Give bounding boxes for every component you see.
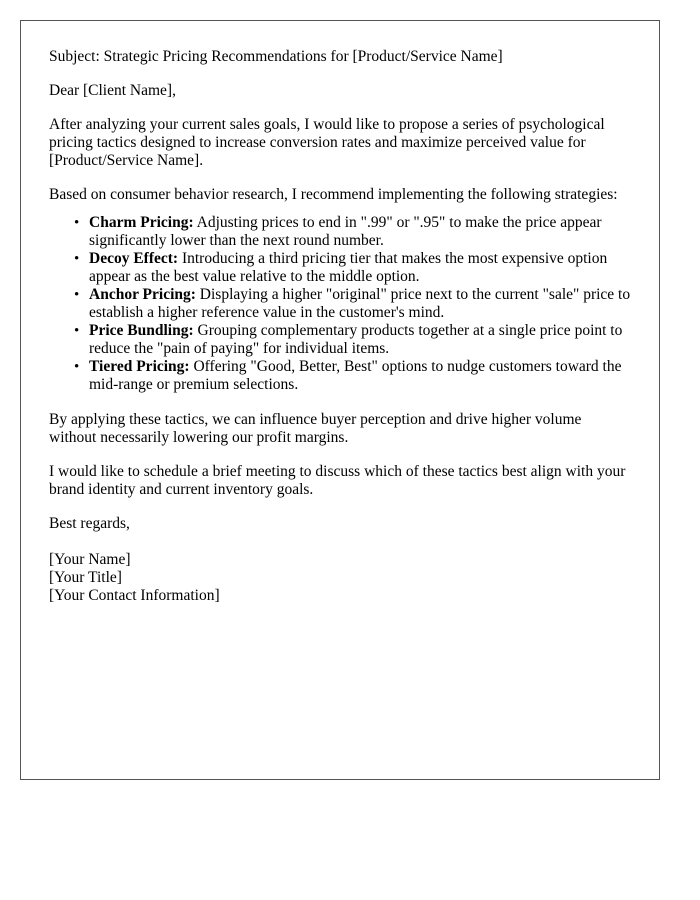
strategy-description: Introducing a third pricing tier that makes the most expensive option appear as the best value relative to the middle option. — [89, 250, 608, 285]
strategy-item-price-bundling — [74, 322, 631, 358]
strategy-description: Adjusting prices to end in ".99" or ".95" to make the price appear significantly lower than the next round number. — [89, 214, 602, 249]
strategy-item-charm-pricing — [74, 214, 631, 250]
strategy-name: Price Bundling: — [89, 322, 194, 339]
strategy-name: Decoy Effect: — [89, 250, 179, 267]
meeting-request-paragraph: I would like to schedule a brief meeting to discuss which of these tactics best align with your brand identity and current inventory goals. — [49, 463, 626, 498]
strategy-item-tiered-pricing — [74, 358, 631, 394]
bullet-icon: • — [74, 287, 80, 303]
bullet-icon: • — [74, 359, 80, 375]
lead-in-paragraph: Based on consumer behavior research, I recommend implementing the following strategies: — [49, 186, 618, 203]
signature-name: [Your Name] — [49, 551, 131, 568]
letter-document — [20, 20, 660, 780]
signature-block — [49, 551, 631, 605]
conclusion-paragraph: By applying these tactics, we can influence buyer perception and drive higher volume without necessarily lowering our profit margins. — [49, 411, 582, 446]
strategy-item-decoy-effect — [74, 250, 631, 286]
strategy-name: Charm Pricing: — [89, 214, 194, 231]
strategy-item-anchor-pricing — [74, 286, 631, 322]
strategy-list — [49, 214, 631, 394]
strategy-description: Displaying a higher "original" price next to the current "sale" price to establish a higher reference value in the customer's mind. — [89, 286, 631, 321]
bullet-icon: • — [74, 323, 80, 339]
strategy-name: Tiered Pricing: — [89, 358, 190, 375]
strategy-description: Offering "Good, Better, Best" options to nudge customers toward the mid-range or premium selections. — [89, 358, 622, 393]
bullet-icon: • — [74, 215, 80, 231]
strategy-description: Grouping complementary products together at a single price point to reduce the "pain of paying" for individual items. — [89, 322, 623, 357]
salutation: Dear [Client Name], — [49, 82, 176, 99]
bullet-icon: • — [74, 251, 80, 267]
subject-line: Subject: Strategic Pricing Recommendations for [Product/Service Name] — [49, 48, 503, 65]
strategy-name: Anchor Pricing: — [89, 286, 196, 303]
closing: Best regards, — [49, 515, 130, 532]
signature-contact: [Your Contact Information] — [49, 587, 220, 604]
intro-paragraph: After analyzing your current sales goals, I would like to propose a series of psychological pricing tactics designed to increase conversion rates and maximize perceived value for [Product/Service Name]. — [49, 116, 605, 169]
signature-title: [Your Title] — [49, 569, 122, 586]
